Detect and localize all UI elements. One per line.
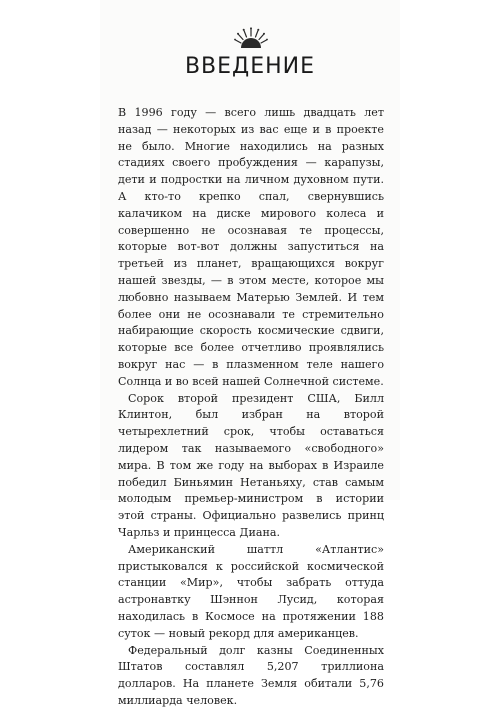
paragraph: Сорок второй президент США, Билл Клинтон, был избран на второй четырехлетний срок, чтобы оставаться лидером так называемого «свободного» мира. В том же году на выборах в Израиле победил Биньямин Нетаньяху, став самым молодым премьер-министром в истории этой страны. Официально развелись принц Чарльз и принцесса Диана.: [118, 391, 384, 539]
sunburst-ornament-icon: [234, 27, 268, 49]
paragraph: Американский шаттл «Атлантис» пристыковался к российской космической станции «Мир», чтобы забрать оттуда астронавтку Шэннон Лусид, которая находилась в Космосе на протяжении 188 суток — новый рекорд для американцев.: [118, 542, 384, 640]
chapter-title: ВВЕДЕНИЕ: [184, 54, 316, 79]
paragraph: В 1996 году — всего лишь двадцать лет назад — некоторых из вас еще и в проекте не было. Многие находились на разных стадиях своего пробуждения — карапузы, дети и подростки на личном духовном пути. А кто-то крепко спал, свернувшись калачиком на диске мирового колеса и совершенно не осознавая те процессы, которые вот-вот должны запуститься на третьей из планет, вращающихся вокруг нашей звезды, — в этом месте, которое мы любовно называем Матерью Землей. И тем более они не осознавали те стремительно набирающие скорость космические сдвиги, которые все более отчетливо проявлялись вокруг нас — в плазменном теле нашего Солнца и во всей нашей Солнечной системе.: [118, 106, 384, 388]
body-text: [118, 105, 384, 710]
paragraph: Федеральный долг казны Соединенных Штатов составлял 5,207 триллиона долларов. На планете Земля обитали 5,76 миллиарда человек.: [118, 643, 384, 707]
